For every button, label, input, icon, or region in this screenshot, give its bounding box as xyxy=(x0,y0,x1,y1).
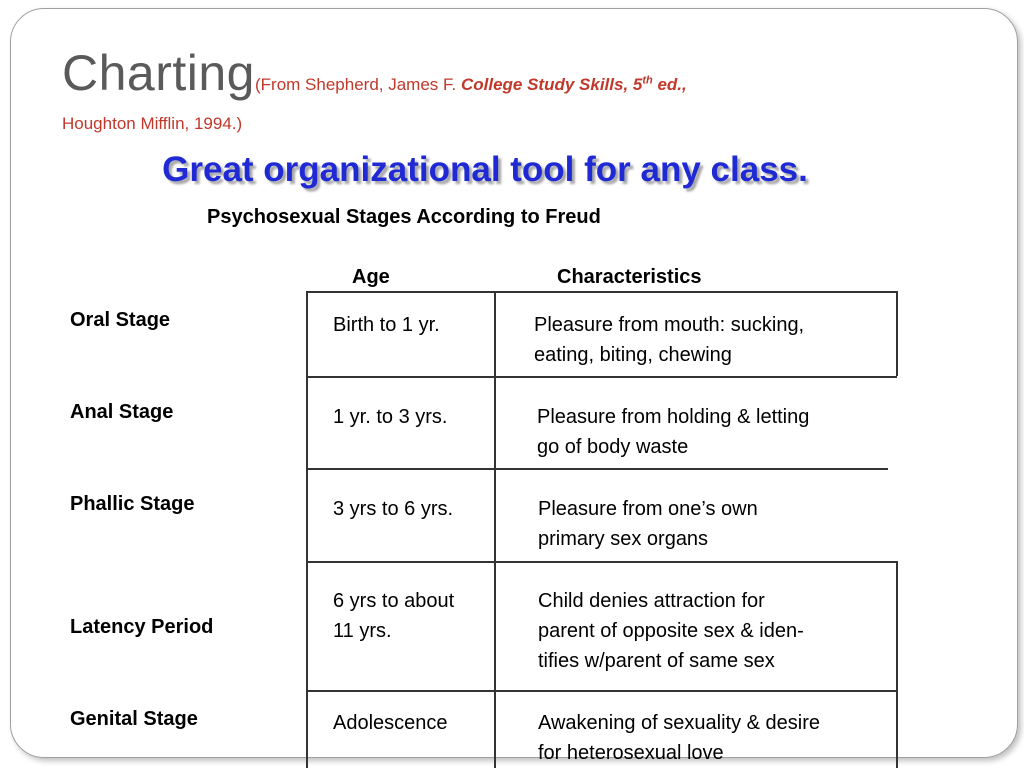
column-header-age: Age xyxy=(352,266,390,288)
table-border-left xyxy=(306,291,308,768)
characteristics-cell-anal xyxy=(537,402,907,462)
age-cell-oral xyxy=(333,310,493,340)
age-line: 6 yrs to about xyxy=(333,590,455,612)
table-row-divider-2 xyxy=(306,468,888,470)
characteristics-line: eating, biting, chewing xyxy=(534,344,732,366)
stage-label-phallic: Phallic Stage xyxy=(70,493,195,515)
title-book-suffix: ed., xyxy=(652,75,687,94)
table-row-divider-3 xyxy=(306,561,897,563)
title-main: Charting xyxy=(62,45,255,101)
characteristics-line: tifies w/parent of same sex xyxy=(538,650,775,672)
stage-label-anal: Anal Stage xyxy=(70,401,174,423)
stage-label-oral: Oral Stage xyxy=(70,309,171,331)
age-cell-phallic xyxy=(333,494,493,524)
age-line: 1 yr. to 3 yrs. xyxy=(333,406,448,428)
column-header-characteristics: Characteristics xyxy=(557,266,702,288)
characteristics-line: primary sex organs xyxy=(538,528,709,550)
title-book xyxy=(461,75,687,94)
characteristics-cell-oral xyxy=(534,310,904,370)
characteristics-line: Pleasure from one’s own xyxy=(538,498,758,520)
age-cell-latency xyxy=(333,586,493,646)
age-cell-anal xyxy=(333,402,493,432)
characteristics-line: Child denies attraction for xyxy=(538,590,765,612)
title-ref-prefix: (From Shepherd, James F. xyxy=(255,75,461,94)
characteristics-line: Pleasure from holding & letting xyxy=(537,406,810,428)
characteristics-line: for heterosexual love xyxy=(538,742,724,764)
stage-label-latency: Latency Period xyxy=(70,616,214,638)
title-reference xyxy=(255,75,687,94)
slide-title xyxy=(62,44,687,102)
stage-label-genital: Genital Stage xyxy=(70,708,198,730)
characteristics-cell-phallic xyxy=(538,494,908,554)
table-row-divider-1 xyxy=(306,376,897,378)
slide-subtitle: Great organizational tool for any class. xyxy=(162,150,808,189)
title-publisher: Houghton Mifflin, 1994.) xyxy=(62,114,243,133)
characteristics-line: go of body waste xyxy=(537,436,689,458)
table-title: Psychosexual Stages According to Freud xyxy=(207,206,601,228)
age-line: 3 yrs to 6 yrs. xyxy=(333,498,454,520)
characteristics-line: parent of opposite sex & iden- xyxy=(538,620,804,642)
age-line: Adolescence xyxy=(333,712,448,734)
age-line: Birth to 1 yr. xyxy=(333,314,440,336)
table-row-divider-4 xyxy=(306,690,897,692)
table-border-top xyxy=(306,291,897,293)
age-line: 11 yrs. xyxy=(333,620,392,642)
table-column-divider xyxy=(494,291,496,768)
characteristics-line: Pleasure from mouth: sucking, xyxy=(534,314,805,336)
characteristics-cell-genital xyxy=(538,708,918,768)
age-cell-genital xyxy=(333,708,493,738)
title-book-name: College Study Skills, 5 xyxy=(460,75,643,94)
characteristics-cell-latency xyxy=(538,586,908,676)
title-book-sup: th xyxy=(642,74,653,87)
characteristics-line: Awakening of sexuality & desire xyxy=(538,712,821,734)
